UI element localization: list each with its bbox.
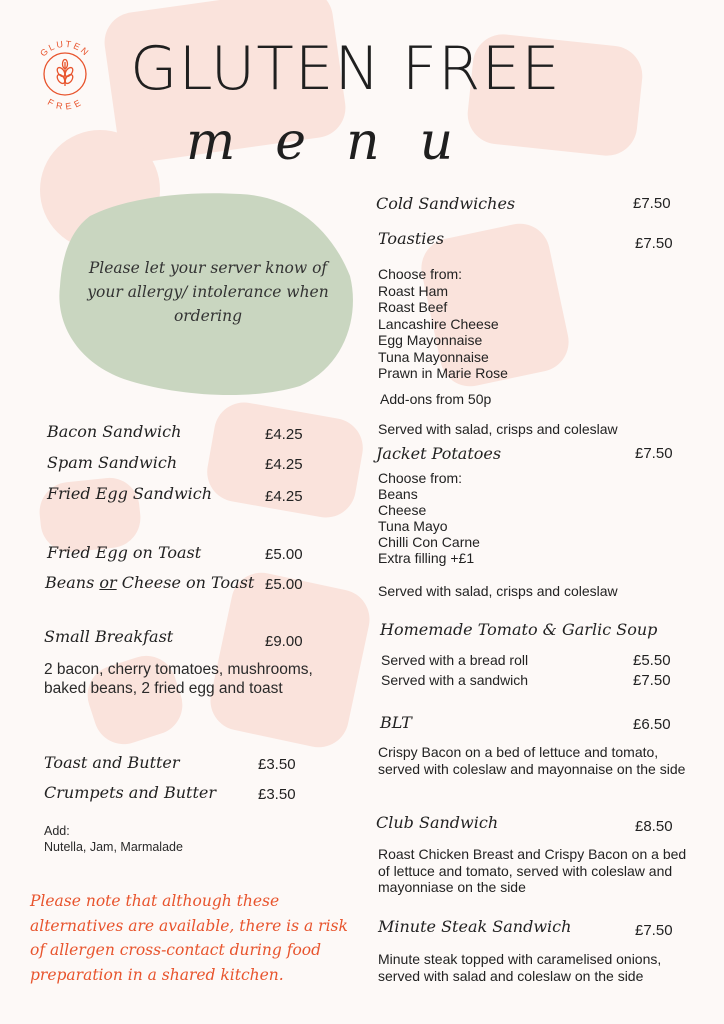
choose-from-label: Choose from: [378,470,463,486]
served-note: Served with salad, crisps and coleslaw [378,583,618,599]
menu-item-price: £8.50 [635,818,673,835]
menu-item-name: Cold Sandwiches [376,194,516,213]
menu-item-price: £7.50 [635,235,673,252]
menu-item-price: £9.00 [265,633,303,650]
menu-item-name: Spam Sandwich [47,453,178,472]
svg-text:FREE: FREE [45,96,85,112]
menu-item-name: BLT [380,713,412,732]
menu-item-price: £5.50 [633,652,671,669]
wheat-icon [56,60,75,87]
menu-item-price: £4.25 [265,488,303,505]
menu-item-price: £3.50 [258,786,296,803]
menu-item-price: £7.50 [635,922,673,939]
menu-item-name: Toast and Butter [44,753,180,772]
menu-item-description: Roast Chicken Breast and Crispy Bacon on a bed of lettuce and tomato, served with coleslaw and mayonniase on the side [378,846,687,895]
list-item: Extra filling +£1 [378,550,475,566]
allergen-disclaimer: Please note that although these alternatives are available, there is a risk of allergen cross-contact during food preparation in a shared kitchen. [30,892,348,984]
menu-item-description: 2 bacon, cherry tomatoes, mushrooms, baked beans, 2 fried egg and toast [44,661,313,697]
served-note: Served with salad, crisps and coleslaw [378,421,618,437]
menu-item-price: £5.00 [265,546,303,563]
menu-item-description: Minute steak topped with caramelised onions, served with salad and coleslaw on the side [378,951,662,984]
menu-item-name: Crumpets and Butter [44,783,217,802]
menu-item-price: £7.50 [633,672,671,689]
list-item: Tuna Mayonnaise [378,348,489,365]
list-item: Chilli Con Carne [378,534,480,550]
add-label: Add: [44,824,70,838]
choose-from-label: Choose from: [378,266,463,282]
menu-item-price: £6.50 [633,716,671,733]
menu-item-description: Crispy Bacon on a bed of lettuce and tomato, served with coleslaw and mayonnaise on the side [378,744,686,777]
menu-item-price: £7.50 [635,445,673,462]
menu-item-name: Bacon Sandwich [47,422,182,441]
menu-item-name: Minute Steak Sandwich [378,917,572,936]
allergy-notice: Please let your server know of your allergy/ intolerance when ordering [87,259,329,325]
page-subtitle: menu [186,112,494,172]
list-item: Roast Beef [378,299,448,315]
addons-note: Add-ons from 50p [380,391,492,407]
soup-option: Served with a sandwich [381,672,529,688]
menu-item-price: £4.25 [265,426,303,443]
menu-item-name: Fried Egg Sandwich [47,484,213,503]
list-item: Egg Mayonnaise [378,332,483,348]
menu-item-price: £7.50 [633,195,671,212]
menu-item-price: £3.50 [258,756,296,773]
menu-item-name: Beans or Cheese on Toast [45,573,255,592]
list-item: Roast Ham [378,282,449,299]
menu-item-name: Small Breakfast [44,627,174,646]
menu-item-name: Toasties [378,229,445,248]
gluten-free-logo [26,34,104,112]
menu-item-name: Fried Egg on Toast [47,543,202,562]
list-item: Prawn in Marie Rose [378,365,508,381]
menu-item-name: Club Sandwich [376,813,499,832]
list-item: Beans [378,486,418,502]
menu-item-name: Homemade Tomato & Garlic Soup [380,620,658,639]
add-items: Nutella, Jam, Marmalade [44,840,183,854]
list-item: Lancashire Cheese [378,315,499,332]
list-item: Tuna Mayo [378,518,448,534]
menu-item-price: £4.25 [265,456,303,473]
menu-item-name: Jacket Potatoes [376,444,502,463]
svg-text:GLUTEN: GLUTEN [38,38,92,59]
soup-option: Served with a bread roll [381,652,529,668]
list-item: Cheese [378,502,427,518]
page-title: GLUTEN FREE [130,34,561,104]
menu-item-price: £5.00 [265,576,303,593]
